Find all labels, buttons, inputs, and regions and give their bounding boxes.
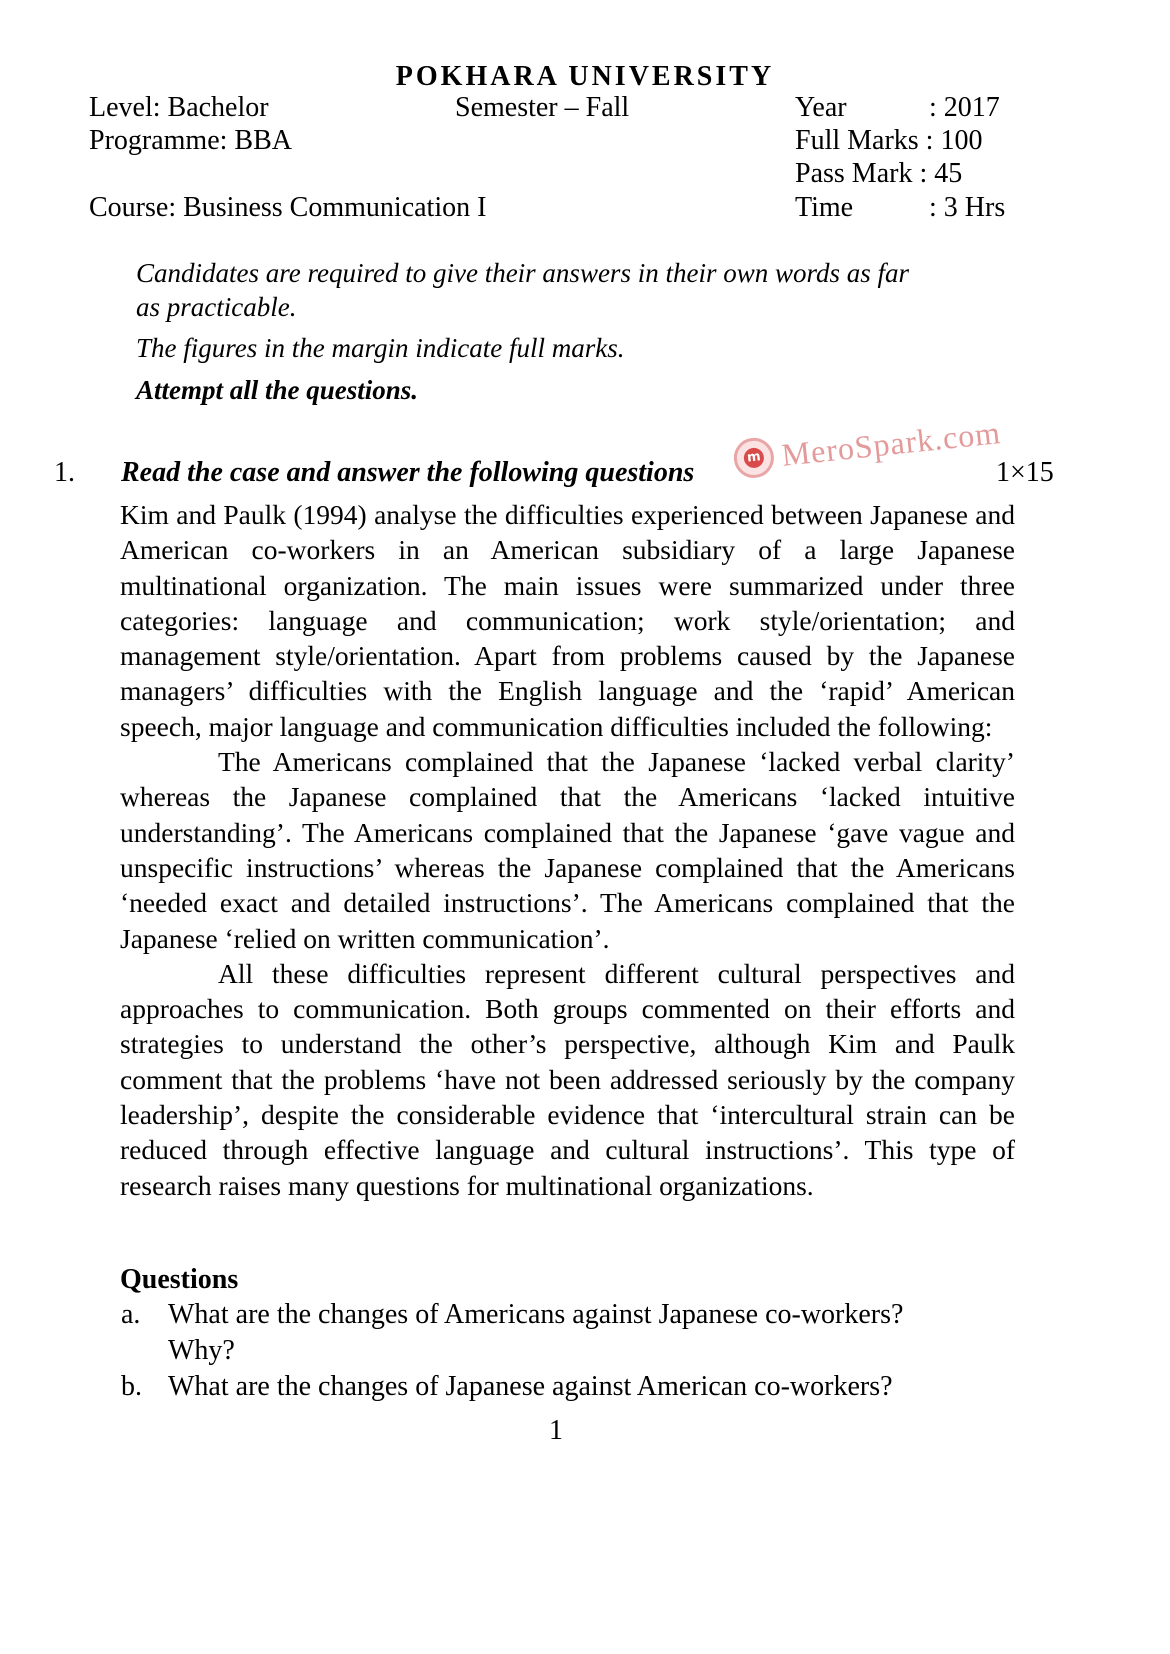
case-text (120, 497, 1015, 1203)
sub-question-a-label: a. (121, 1299, 141, 1330)
sub-question-b-text: What are the changes of Japanese against American co-workers? (168, 1371, 893, 1402)
university-name: POKHARA UNIVERSITY (395, 61, 775, 92)
time-label: Time (795, 192, 854, 223)
semester: Semester – Fall (455, 92, 630, 123)
case-paragraph-2: The Americans complained that the Japanese ‘lacked verbal clarity’ whereas the Japanese complained that the Americans ‘lacked intuitive understanding’. The Americans complained that the Japanese ‘gave vague and unspecific instructions’ whereas the Japanese complained that the Americans ‘needed exact and detailed instructions’. The Americans complained that the Japanese ‘relied on written communication’. (120, 746, 1015, 954)
question-marks: 1×15 (996, 457, 1054, 488)
questions-heading: Questions (120, 1264, 239, 1295)
instruction-line-2: as practicable. (136, 292, 297, 322)
watermark-text: MeroSpark.com (779, 413, 1003, 473)
sub-question-a-line-1: What are the changes of Americans against Japanese co-workers? (168, 1299, 904, 1330)
year-value: : 2017 (929, 92, 1000, 123)
pass-mark: Pass Mark : 45 (795, 158, 963, 189)
instruction-line-4: Attempt all the questions. (136, 375, 419, 405)
sub-question-a-line-2: Why? (168, 1335, 235, 1366)
watermark (732, 412, 1003, 480)
year-label: Year (795, 92, 847, 123)
merospark-logo-icon: m (732, 436, 776, 480)
question-number: 1. (54, 457, 75, 488)
page-number: 1 (549, 1415, 563, 1446)
question-heading: Read the case and answer the following questions (121, 457, 695, 488)
instruction-line-1: Candidates are required to give their answers in their own words as far (136, 258, 909, 288)
time-value: : 3 Hrs (929, 192, 1006, 223)
sub-question-b-label: b. (121, 1371, 142, 1402)
level: Level: Bachelor (89, 92, 269, 123)
course: Course: Business Communication I (89, 192, 487, 223)
instruction-line-3: The figures in the margin indicate full marks. (136, 333, 625, 363)
case-paragraph-1: Kim and Paulk (1994) analyse the difficulties experienced between Japanese and American co-workers in an American subsidiary of a large Japanese multinational organization. The main issues were summarized under three categories: language and communication; work style/orientation; and management style/orientation. Apart from problems caused by the Japanese managers’ difficulties with the English language and the ‘rapid’ American speech, major language and communication difficulties included the following: (120, 499, 1015, 742)
programme: Programme: BBA (89, 125, 292, 156)
case-paragraph-3: All these difficulties represent different cultural perspectives and approaches to communication. Both groups commented on their efforts and strategies to understand the other’s perspective, although Kim and Paulk comment that the problems ‘have not been addressed seriously by the company leadership’, despite the considerable evidence that ‘intercultural strain can be reduced through effective language and cultural instructions’. This type of research raises many questions for multinational organizations. (120, 957, 1015, 1201)
full-marks: Full Marks : 100 (795, 125, 983, 156)
